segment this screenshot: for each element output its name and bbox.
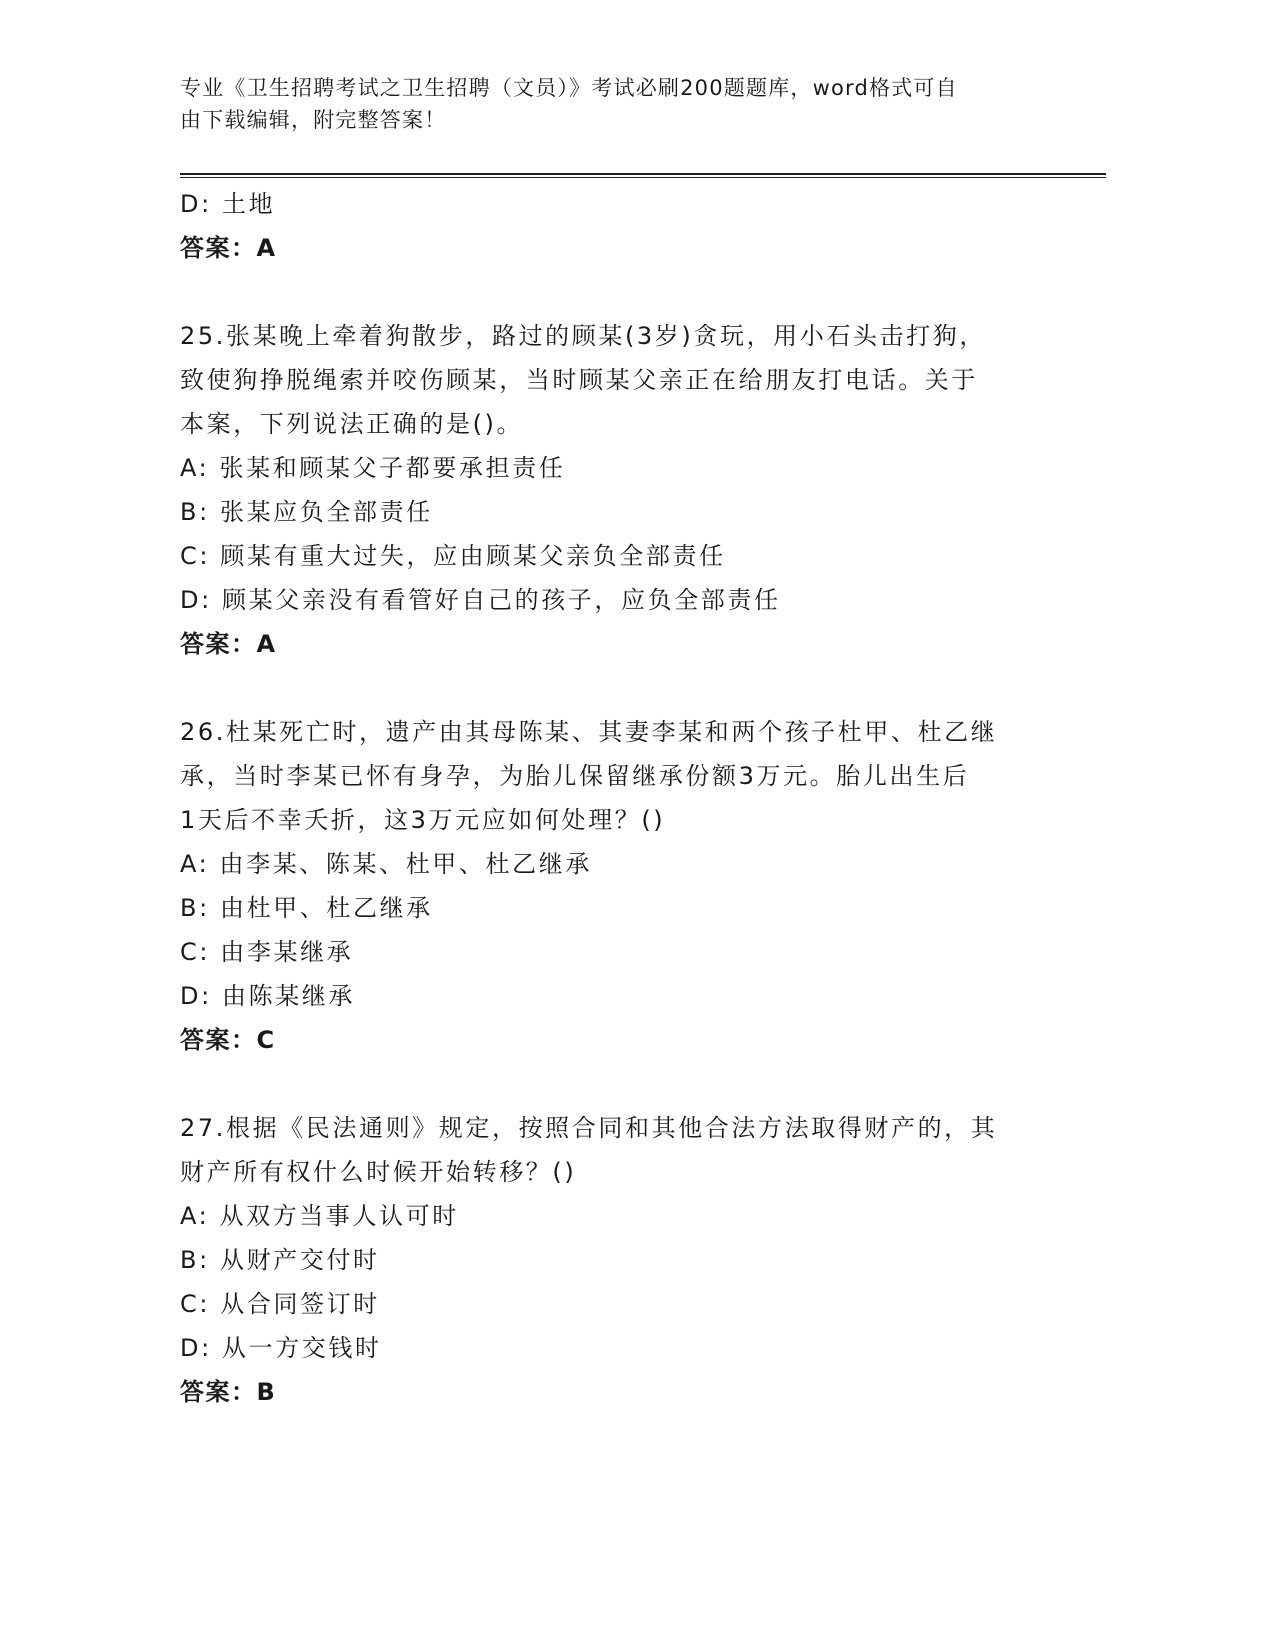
question-stem [180, 1106, 1050, 1194]
answer-line: 答案：A [180, 630, 277, 658]
option-a: A: 张某和顾某父子都要承担责任 [180, 454, 566, 482]
option-a: A: 由李某、陈某、杜甲、杜乙继承 [180, 850, 592, 878]
stem-line: 致使狗挣脱绳索并咬伤顾某，当时顾某父亲正在给朋友打电话。关于 [180, 366, 978, 394]
stem-line: 财产所有权什么时候开始转移？() [180, 1158, 577, 1186]
option-b: B: 由杜甲、杜乙继承 [180, 894, 433, 922]
option-a: A: 从双方当事人认可时 [180, 1202, 459, 1230]
option-c: C: 顾某有重大过失，应由顾某父亲负全部责任 [180, 542, 726, 570]
spacer [180, 270, 1050, 314]
document-body [180, 182, 1050, 1414]
question-25 [180, 314, 1050, 666]
question-26 [180, 710, 1050, 1062]
header-line-2: 由下载编辑，附完整答案！ [180, 108, 447, 132]
stem-line: 本案，下列说法正确的是()。 [180, 410, 524, 438]
option-d: D: 从一方交钱时 [180, 1334, 382, 1362]
spacer [180, 666, 1050, 710]
header-line-1: 专业《卫生招聘考试之卫生招聘（文员）》考试必刷200题题库，word格式可自 [180, 76, 958, 100]
question-stem [180, 710, 1050, 842]
question-27 [180, 1106, 1050, 1414]
option-b: B: 张某应负全部责任 [180, 498, 433, 526]
prev-option-d: D: 土地 [180, 190, 276, 218]
spacer [180, 1062, 1050, 1106]
question-stem [180, 314, 1050, 446]
option-c: C: 由李某继承 [180, 938, 354, 966]
option-d: D: 由陈某继承 [180, 982, 355, 1010]
option-d: D: 顾某父亲没有看管好自己的孩子，应负全部责任 [180, 586, 781, 614]
answer-line: 答案：C [180, 1026, 276, 1054]
option-c: C: 从合同签订时 [180, 1290, 380, 1318]
stem-line: 1天后不幸夭折，这3万元应如何处理？() [180, 806, 666, 834]
option-b: B: 从财产交付时 [180, 1246, 380, 1274]
header-divider [180, 173, 1106, 178]
prev-answer: 答案：A [180, 234, 277, 262]
stem-line: 26.杜某死亡时，遗产由其母陈某、其妻李某和两个孩子杜甲、杜乙继 [180, 718, 998, 746]
stem-line: 承，当时李某已怀有身孕，为胎儿保留继承份额3万元。胎儿出生后 [180, 762, 970, 790]
stem-line: 25.张某晚上牵着狗散步，路过的顾某(3岁)贪玩，用小石头击打狗， [180, 322, 986, 350]
page-header [180, 72, 1030, 136]
stem-line: 27.根据《民法通则》规定，按照合同和其他合法方法取得财产的，其 [180, 1114, 998, 1142]
answer-line: 答案：B [180, 1378, 277, 1406]
